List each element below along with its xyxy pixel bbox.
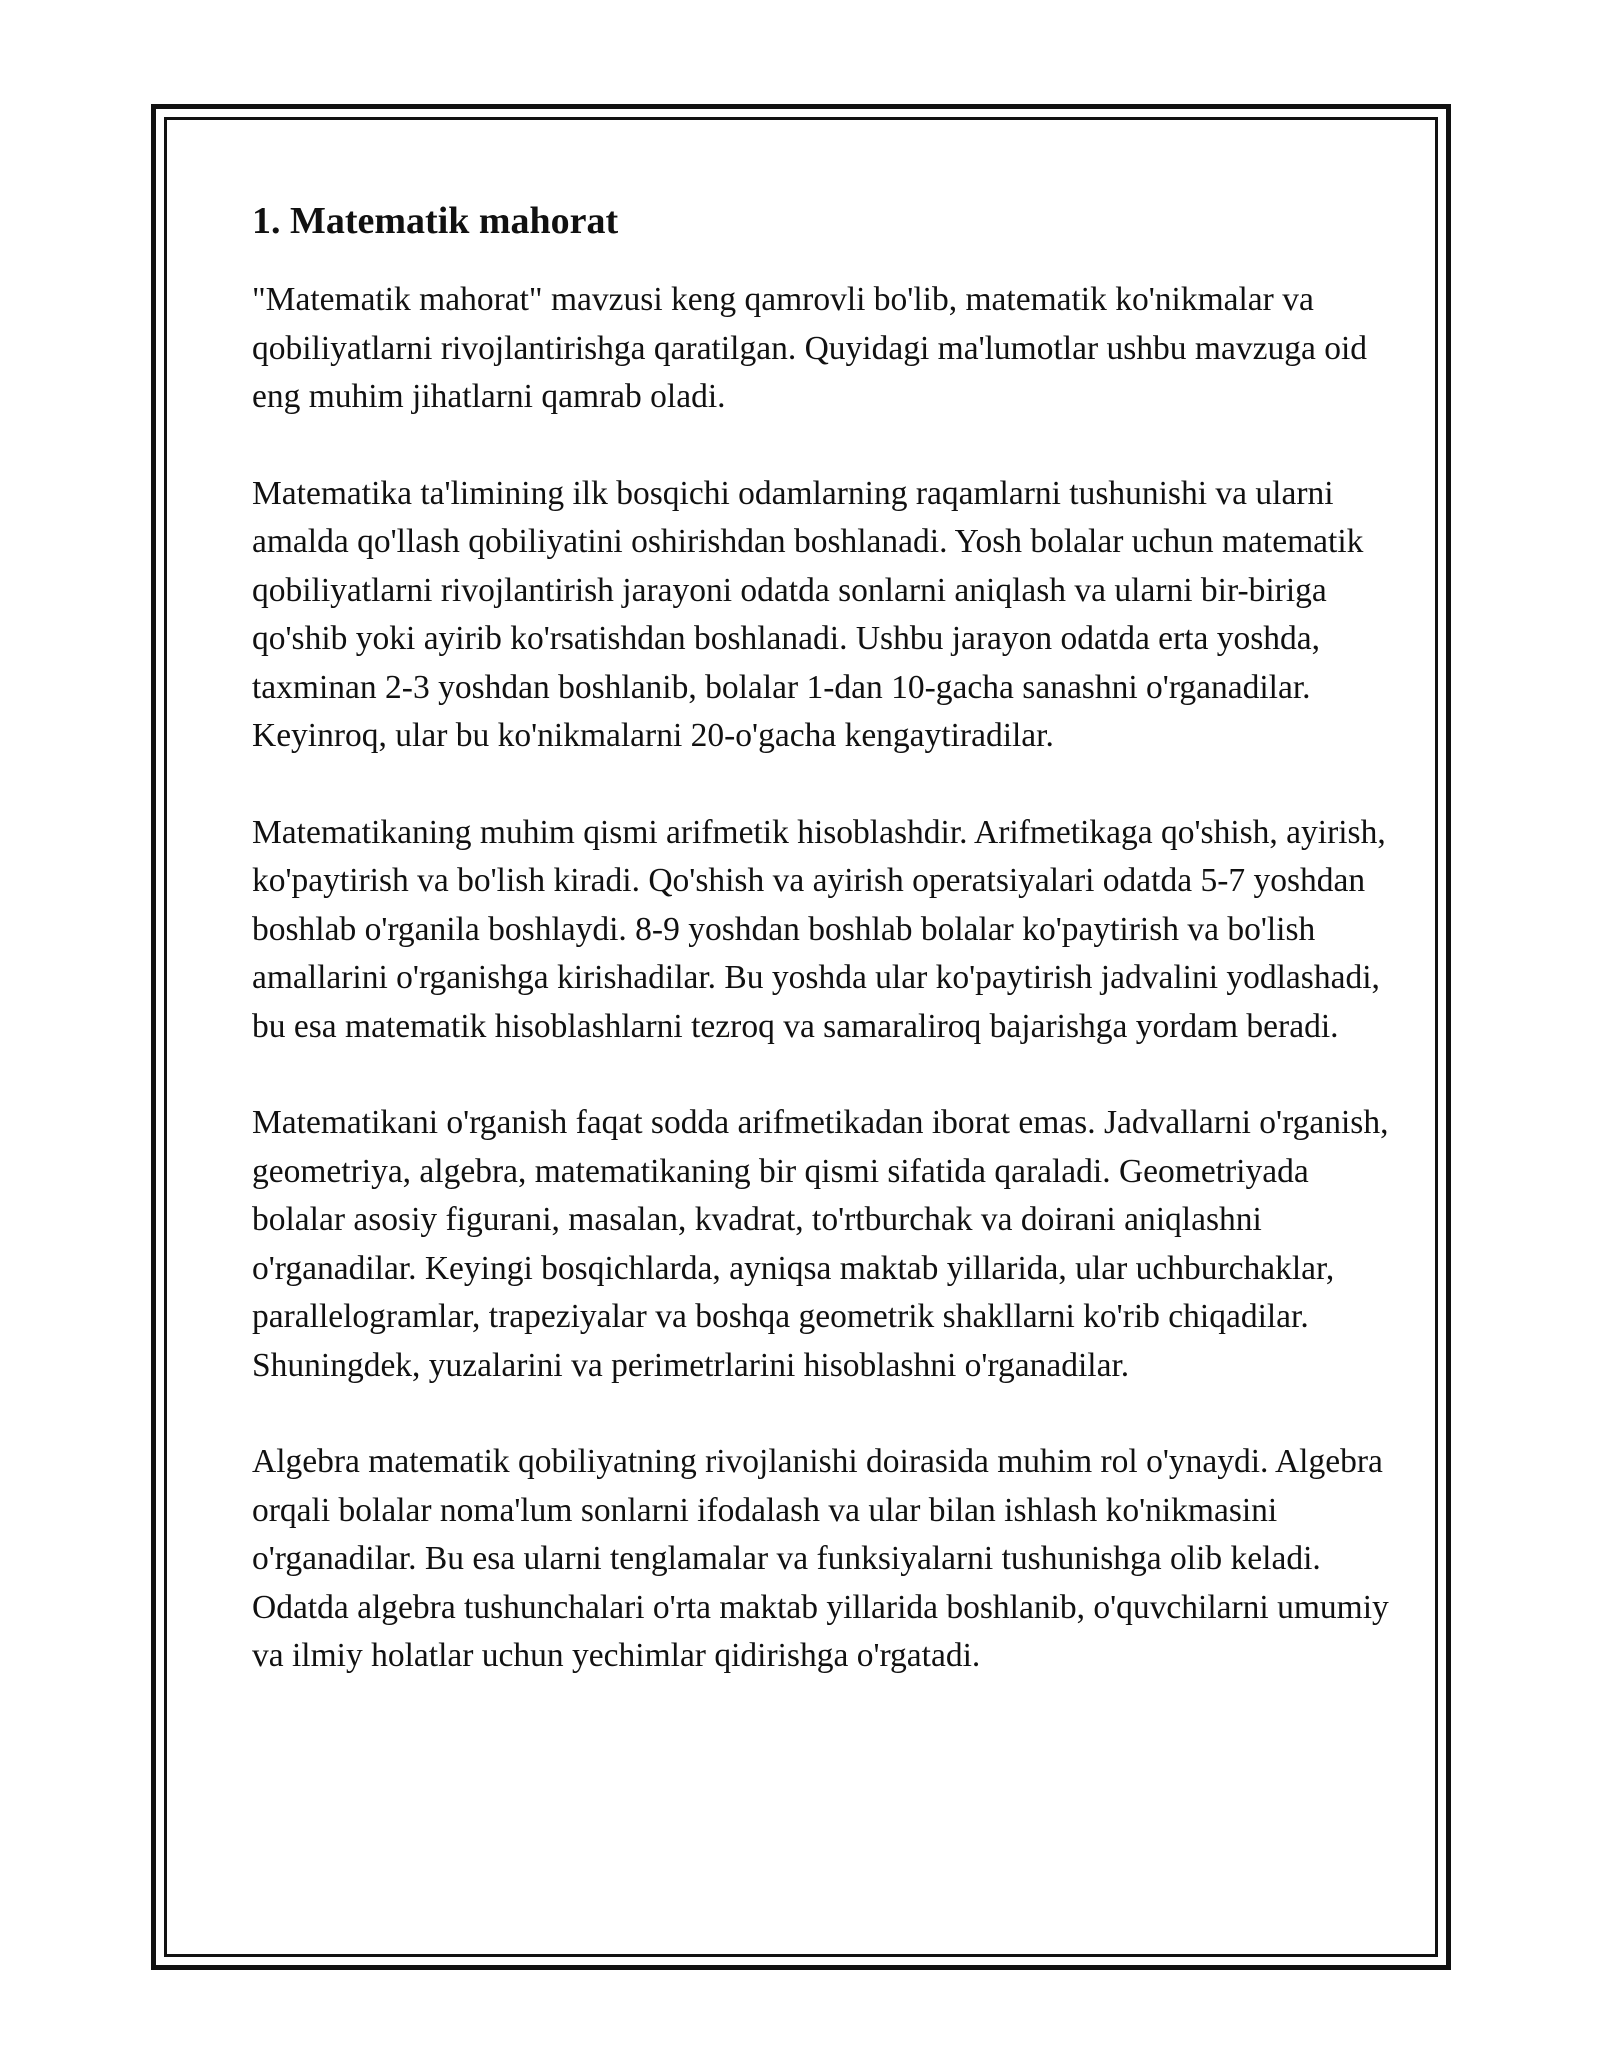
paragraph-early-stage: Matematika ta'limining ilk bosqichi odamlarning raqamlarni tushunishi va ularni amalda qo'llash qobiliyatini oshirishdan boshlanadi. Yosh bolalar uchun matematik qobiliyatlarni rivojlantirish jarayoni odatda sonlarni aniqlash va ularni bir-biriga qo'shib yoki ayirib ko'rsatishdan boshlanadi. Ushbu jarayon odatda erta yoshda, taxminan 2-3 yoshdan boshlanib, bolalar 1-dan 10-gacha sanashni o'rganadilar. Keyinroq, ular bu ko'nikmalarni 20-o'gacha kengaytiradilar.: [252, 474, 1364, 754]
page-border-inner: [164, 117, 1438, 1957]
paragraph-intro: "Matematik mahorat" mavzusi keng qamrovli bo'lib, matematik ko'nikmalar va qobiliyatlarni rivojlantirishga qaratilgan. Quyidagi ma'lumotlar ushbu mavzuga oid eng muhim jihatlarni qamrab oladi.: [252, 281, 1368, 415]
document-body: [252, 194, 1392, 1729]
paragraph-algebra: Algebra matematik qobiliyatning rivojlanishi doirasida muhim rol o'ynaydi. Algebra orqali bolalar noma'lum sonlarni ifodalash va ular bilan ishlash ko'nikmasini o'rganadilar. Bu esa ularni tenglamalar va funksiyalarni tushunishga olib keladi. Odatda algebra tushunchalari o'rta maktab yillarida boshlanib, o'quvchilarni umumiy va ilmiy holatlar uchun yechimlar qidirishga o'rgatadi.: [252, 1443, 1389, 1674]
page-border-outer: [151, 104, 1451, 1970]
section-heading: 1. Matematik mahorat: [252, 200, 619, 242]
paragraph-geometry: Matematikani o'rganish faqat sodda arifmetikadan iborat emas. Jadvallarni o'rganish, geometriya, algebra, matematikaning bir qismi sifatida qaraladi. Geometriyada bolalar asosiy figurani, masalan, kvadrat, to'rtburchak va doirani aniqlashni o'rganadilar. Keyingi bosqichlarda, ayniqsa maktab yillarida, ular uchburchaklar, parallelogramlar, trapeziyalar va boshqa geometrik shakllarni ko'rib chiqadilar. Shuningdek, yuzalarini va perimetrlarini hisoblashni o'rganadilar.: [252, 1104, 1389, 1384]
paragraph-arithmetic: Matematikaning muhim qismi arifmetik hisoblashdir. Arifmetikaga qo'shish, ayirish, ko'paytirish va bo'lish kiradi. Qo'shish va ayirish operatsiyalari odatda 5-7 yoshdan boshlab o'rganila boshlaydi. 8-9 yoshdan boshlab bolalar ko'paytirish va bo'lish amallarini o'rganishga kirishadilar. Bu yoshda ular ko'paytirish jadvalini yodlashadi, bu esa matematik hisoblashlarni tezroq va samaraliroq bajarishga yordam beradi.: [252, 813, 1386, 1045]
